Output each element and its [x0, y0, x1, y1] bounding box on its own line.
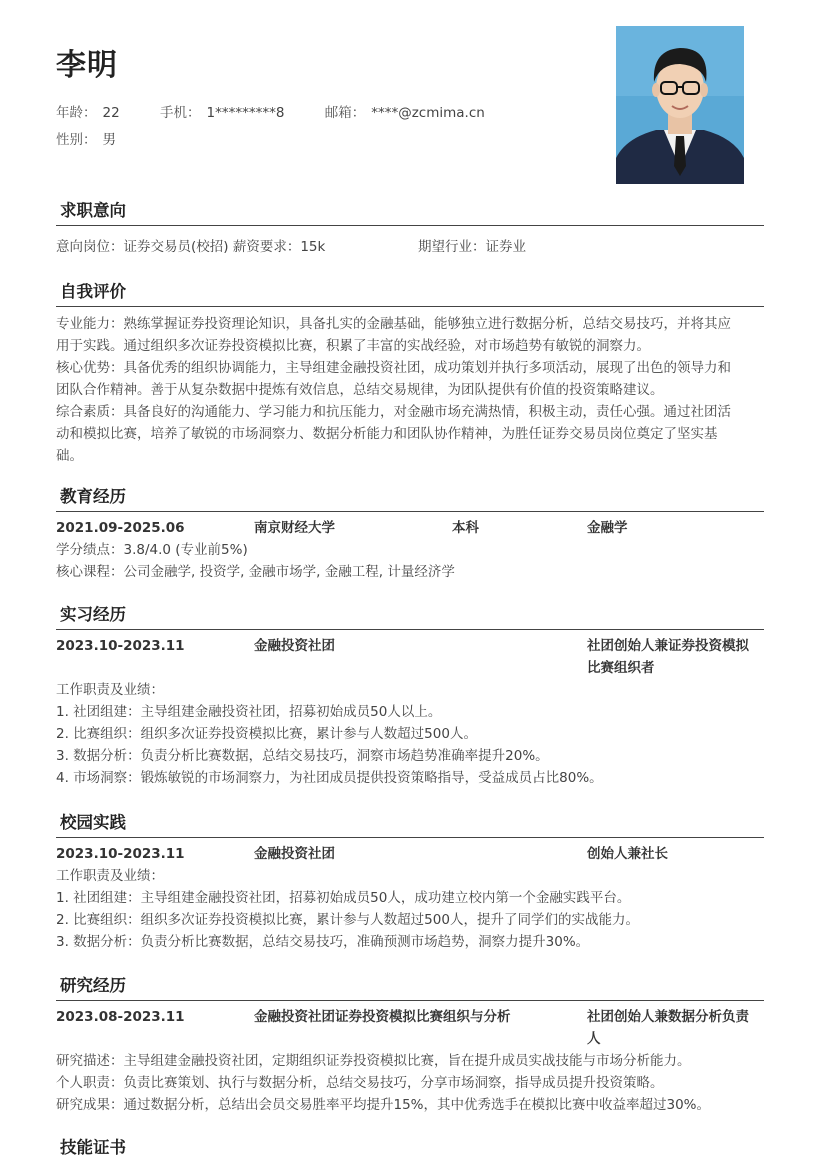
research-head-row [56, 1006, 764, 1050]
age-pair [56, 101, 120, 121]
research-role-line: 社团创始人兼数据分析负责 [587, 1009, 749, 1025]
gender-value: 男 [102, 132, 116, 148]
profile-photo [616, 26, 744, 184]
phone-value: 1*********8 [206, 105, 285, 121]
intent-industry: 期望行业：证券业 [418, 239, 526, 255]
research-project: 金融投资社团证券投资模拟比赛组织与分析 [254, 1009, 511, 1025]
internship-head-row [56, 635, 764, 679]
email-pair [325, 101, 485, 121]
portrait-image [616, 26, 744, 184]
self-eval-text [56, 313, 764, 467]
education-gpa: 学分绩点：3.8/4.0 (专业前5%) [56, 542, 248, 558]
section-campus-practice [56, 809, 764, 953]
internship-role-line: 社团创始人兼证券投资模拟 [587, 638, 749, 654]
research-duty: 个人职责：负责比赛策划、执行与数据分析，总结交易技巧，分享市场洞察，指导成员提升投资策略。 [56, 1075, 664, 1091]
gender-info [56, 128, 152, 148]
section-skills [56, 1134, 764, 1162]
research-role [587, 1006, 764, 1050]
internship-item: 4. 市场洞察：锻炼敏锐的市场洞察力，为社团成员提供投资策略指导，受益成员占比80%。 [56, 770, 603, 786]
internship-item: 3. 数据分析：负责分析比赛数据，总结交易技巧，洞察市场趋势准确率提升20%。 [56, 748, 549, 764]
section-education [56, 483, 764, 583]
internship-date: 2023.10-2023.11 [56, 638, 185, 654]
self-eval-line: 核心优势：具备优秀的组织协调能力，主导组建金融投资社团，成功策划并执行多项活动，展现了出色的领导力和 [56, 360, 731, 376]
section-title: 实习经历 [56, 601, 764, 630]
education-courses: 核心课程：公司金融学, 投资学, 金融市场学, 金融工程, 计量经济学 [56, 564, 455, 580]
section-self-evaluation [56, 278, 764, 467]
internship-duties-label: 工作职责及业绩： [56, 682, 164, 698]
internship-item: 2. 比赛组织：组织多次证券投资模拟比赛，累计参与人数超过500人。 [56, 726, 477, 742]
campus-duties-label: 工作职责及业绩： [56, 868, 164, 884]
email-label: 邮箱： [324, 105, 366, 121]
section-title: 校园实践 [56, 809, 764, 838]
research-date: 2023.08-2023.11 [56, 1009, 185, 1025]
internship-role [587, 635, 764, 679]
candidate-name: 李明 [56, 48, 118, 83]
campus-org: 金融投资社团 [254, 846, 335, 862]
phone-pair [160, 101, 284, 121]
education-head-row [56, 517, 764, 539]
section-title: 求职意向 [56, 197, 764, 226]
gender-pair [56, 128, 116, 148]
campus-item: 1. 社团组建：主导组建金融投资社团，招募初始成员50人，成功建立校内第一个金融实践平台。 [56, 890, 631, 906]
self-eval-line: 用于实践。通过组织多次证券投资模拟比赛，积累了丰富的实战经验，对市场趋势有敏锐的洞察力。 [56, 338, 650, 354]
email-value: ****@zcmima.cn [371, 105, 485, 121]
section-title: 教育经历 [56, 483, 764, 512]
campus-item: 3. 数据分析：负责分析比赛数据，总结交易技巧，准确预测市场趋势，洞察力提升30%。 [56, 934, 590, 950]
internship-item: 1. 社团组建：主导组建金融投资社团，招募初始成员50人以上。 [56, 704, 442, 720]
section-internship [56, 601, 764, 789]
campus-item: 2. 比赛组织：组织多次证券投资模拟比赛，累计参与人数超过500人，提升了同学们的实战能力。 [56, 912, 639, 928]
internship-role-line: 比赛组织者 [587, 660, 655, 676]
campus-head-row [56, 843, 764, 865]
self-eval-line: 础。 [56, 448, 83, 464]
research-role-line: 人 [587, 1031, 601, 1047]
self-eval-line: 团队合作精神。善于从复杂数据中提炼有效信息，总结交易规律，为团队提供有价值的投资策略建议。 [56, 382, 664, 398]
self-eval-line: 动和模拟比赛，培养了敏锐的市场洞察力、数据分析能力和团队协作精神，为胜任证券交易员岗位奠定了坚实基 [56, 426, 718, 442]
section-research [56, 972, 764, 1116]
education-degree: 本科 [452, 520, 479, 536]
age-label: 年龄： [56, 105, 97, 121]
campus-role: 创始人兼社长 [587, 846, 668, 862]
intent-row [56, 236, 764, 258]
internship-org: 金融投资社团 [254, 638, 335, 654]
research-description: 研究描述：主导组建金融投资社团，定期组织证券投资模拟比赛，旨在提升成员实战技能与市场分析能力。 [56, 1053, 691, 1069]
section-title: 自我评价 [56, 278, 764, 307]
gender-label: 性别： [56, 132, 97, 148]
self-eval-line: 专业能力：熟练掌握证券投资理论知识，具备扎实的金融基础，能够独立进行数据分析，总结交易技巧，并将其应 [56, 316, 731, 332]
section-title: 研究经历 [56, 972, 764, 1001]
campus-date: 2023.10-2023.11 [56, 846, 185, 862]
education-major: 金融学 [587, 520, 628, 536]
age-value: 22 [102, 105, 120, 121]
intent-position: 意向岗位：证券交易员(校招) 薪资要求：15k [56, 239, 326, 255]
section-job-intent [56, 197, 764, 258]
phone-label: 手机： [159, 105, 201, 121]
education-date: 2021.09-2025.06 [56, 520, 185, 536]
education-school: 南京财经大学 [254, 520, 335, 536]
research-result: 研究成果：通过数据分析，总结出会员交易胜率平均提升15%，其中优秀选手在模拟比赛中收益率超过30%。 [56, 1097, 711, 1113]
self-eval-line: 综合素质：具备良好的沟通能力、学习能力和抗压能力，对金融市场充满热情，积极主动，责任心强。通过社团活 [56, 404, 731, 420]
contact-info [56, 101, 521, 121]
section-title: 技能证书 [60, 1138, 126, 1157]
